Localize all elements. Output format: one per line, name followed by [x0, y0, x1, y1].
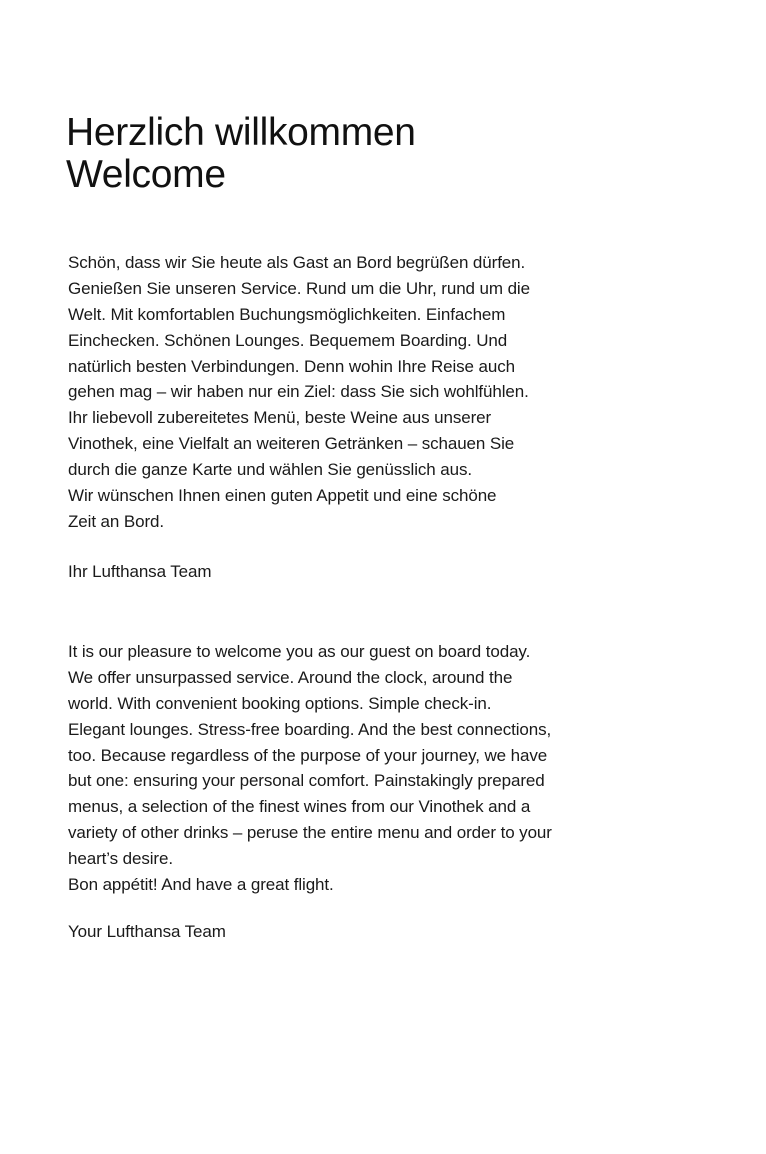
text-line: Elegant lounges. Stress-free boarding. And the best connections,	[68, 719, 552, 739]
text-line: menus, a selection of the finest wines from our Vinothek and a	[68, 797, 531, 817]
text-line: Wir wünschen Ihnen einen guten Appetit und eine schöne	[68, 486, 497, 506]
text-line: world. With convenient booking options. Simple check-in.	[68, 693, 492, 713]
german-signature	[68, 559, 211, 585]
title-german: Herzlich willkommen	[66, 111, 416, 154]
text-line: variety of other drinks – peruse the entire menu and order to your	[68, 823, 552, 843]
signature-text: Your Lufthansa Team	[68, 922, 226, 941]
text-line: We offer unsurpassed service. Around the clock, around the	[68, 667, 513, 687]
text-line: Ihr liebevoll zubereitetes Menü, beste Weine aus unserer	[68, 408, 492, 428]
signature-text: Ihr Lufthansa Team	[68, 562, 212, 581]
text-line: durch die ganze Karte und wählen Sie genüsslich aus.	[68, 460, 473, 480]
german-welcome-text	[68, 250, 530, 535]
english-welcome-text	[68, 639, 552, 898]
text-line: Vinothek, eine Vielfalt an weiteren Getränken – schauen Sie	[68, 434, 515, 454]
text-line: Schön, dass wir Sie heute als Gast an Bord begrüßen dürfen.	[68, 253, 526, 272]
text-line: too. Because regardless of the purpose of your journey, we have	[68, 745, 548, 765]
text-line: Welt. Mit komfortablen Buchungsmöglichkeiten. Einfachem	[68, 304, 506, 324]
text-line: Genießen Sie unseren Service. Rund um die Uhr, rund um die	[68, 278, 530, 298]
text-line: gehen mag – wir haben nur ein Ziel: dass Sie sich wohlfühlen.	[68, 382, 529, 402]
page-title	[66, 112, 416, 196]
text-line: Zeit an Bord.	[68, 511, 165, 531]
text-line: heart’s desire.	[68, 849, 173, 869]
text-line: Bon appétit! And have a great flight.	[68, 875, 334, 895]
english-signature	[68, 919, 226, 945]
text-line: Einchecken. Schönen Lounges. Bequemem Boarding. Und	[68, 330, 508, 350]
text-line: natürlich besten Verbindungen. Denn wohin Ihre Reise auch	[68, 356, 515, 376]
text-line: but one: ensuring your personal comfort. Painstakingly prepared	[68, 771, 545, 791]
title-english: Welcome	[66, 153, 226, 196]
text-line: It is our pleasure to welcome you as our guest on board today.	[68, 642, 531, 661]
